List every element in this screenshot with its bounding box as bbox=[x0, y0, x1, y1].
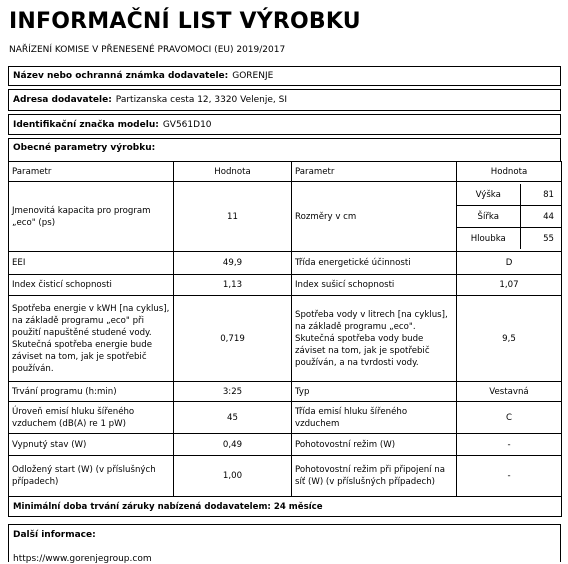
col-header-value: Hodnota bbox=[174, 162, 292, 182]
dimensions-table bbox=[457, 184, 562, 249]
energy-consumption-value: 0,719 bbox=[174, 296, 292, 382]
noise-class-label: Třída emisí hluku šířeného vzduchem bbox=[292, 402, 457, 434]
model-value: GV561D10 bbox=[162, 119, 212, 130]
delay-start-label: Odložený start (W) (v příslušných případech) bbox=[9, 456, 174, 497]
energy-class-value: D bbox=[457, 252, 562, 275]
warranty-cell bbox=[9, 497, 562, 517]
model-label: Identifikační značka modelu: bbox=[13, 119, 159, 130]
table-row bbox=[9, 296, 562, 382]
warranty-value: 24 měsíce bbox=[273, 501, 323, 512]
col-header-param-2: Parametr bbox=[292, 162, 457, 182]
supplier-address-label: Adresa dodavatele: bbox=[13, 95, 112, 105]
capacity-label: Jmenovitá kapacita pro program „eco" (ps) bbox=[9, 182, 174, 252]
parameters-table bbox=[8, 161, 562, 517]
info-link[interactable]: https://www.gorenjegroup.com bbox=[13, 554, 152, 564]
additional-info-box bbox=[8, 524, 561, 562]
col-header-param: Parametr bbox=[9, 162, 174, 182]
cleaning-index-label: Index čisticí schopnosti bbox=[9, 275, 174, 296]
cleaning-index-value: 1,13 bbox=[174, 275, 292, 296]
warranty-label: Minimální doba trvání záruky nabízená dodavatelem: bbox=[13, 501, 271, 512]
duration-value: 3:25 bbox=[174, 382, 292, 402]
warranty-row bbox=[9, 497, 562, 517]
off-mode-value: 0,49 bbox=[174, 434, 292, 456]
table-row bbox=[9, 382, 562, 402]
network-standby-value: - bbox=[457, 456, 562, 497]
type-label: Typ bbox=[292, 382, 457, 402]
water-consumption-value: 9,5 bbox=[457, 296, 562, 382]
off-mode-label: Vypnutý stav (W) bbox=[9, 434, 174, 456]
supplier-name-value: GORENJE bbox=[232, 71, 274, 81]
standby-label: Pohotovostní režim (W) bbox=[292, 434, 457, 456]
type-value: Vestavná bbox=[457, 382, 562, 402]
table-row bbox=[9, 275, 562, 296]
depth-label: Hloubka bbox=[457, 228, 520, 250]
section-title: Obecné parametry výrobku: bbox=[13, 143, 156, 153]
drying-index-value: 1,07 bbox=[457, 275, 562, 296]
height-label: Výška bbox=[457, 184, 520, 206]
standby-value: - bbox=[457, 434, 562, 456]
table-row bbox=[9, 456, 562, 497]
energy-class-label: Třída energetické účinnosti bbox=[292, 252, 457, 275]
additional-info-label: Další informace: bbox=[13, 530, 96, 540]
section-title-row bbox=[8, 138, 561, 162]
dimensions-label: Rozměry v cm bbox=[292, 182, 457, 252]
table-row bbox=[9, 402, 562, 434]
dimensions-cell bbox=[457, 182, 562, 252]
depth-value: 55 bbox=[543, 233, 554, 244]
width-value: 44 bbox=[520, 206, 562, 228]
table-header-row bbox=[9, 162, 562, 182]
duration-label: Trvání programu (h:min) bbox=[9, 382, 174, 402]
regulation-subtitle: NAŘÍZENÍ KOMISE V PŘENESENÉ PRAVOMOCI (EU) 2019/2017 bbox=[9, 45, 286, 55]
network-standby-label: Pohotovostní režim při připojení na síť (W) (v příslušných případech) bbox=[292, 456, 457, 497]
supplier-name-label: Název nebo ochranná známka dodavatele: bbox=[13, 71, 229, 81]
model-row bbox=[8, 114, 561, 135]
water-consumption-label: Spotřeba vody v litrech [na cyklus], na základě programu „eco". Skutečná spotřeba vody bude záviset na tom, jak je spotřebič používán, a na tvrdosti vody. bbox=[292, 296, 457, 382]
table-row bbox=[9, 252, 562, 275]
noise-class-value: C bbox=[457, 402, 562, 434]
supplier-address-value: Partizanska cesta 12, 3320 Velenje, SI bbox=[115, 95, 288, 105]
noise-value: 45 bbox=[174, 402, 292, 434]
energy-consumption-label: Spotřeba energie v kWH [na cyklus], na základě programu „eco" při použití napuštěné studené vody. Skutečná spotřeba energie bude záviset na tom, jak je spotřebič používán. bbox=[9, 296, 174, 382]
page-title: INFORMAČNÍ LIST VÝROBKU bbox=[9, 9, 361, 34]
height-value: 81 bbox=[520, 184, 562, 206]
drying-index-label: Index sušicí schopnosti bbox=[292, 275, 457, 296]
capacity-value: 11 bbox=[174, 182, 292, 252]
width-label: Šířka bbox=[457, 206, 520, 228]
supplier-name-row bbox=[8, 66, 561, 86]
eei-value: 49,9 bbox=[174, 252, 292, 275]
eei-label: EEI bbox=[9, 252, 174, 275]
table-row bbox=[9, 434, 562, 456]
noise-label: Úroveň emisí hluku šířeného vzduchem (dB(A) re 1 pW) bbox=[9, 402, 174, 434]
table-row bbox=[9, 182, 562, 252]
delay-start-value: 1,00 bbox=[174, 456, 292, 497]
col-header-value-2: Hodnota bbox=[457, 162, 562, 182]
supplier-address-row bbox=[8, 89, 561, 111]
